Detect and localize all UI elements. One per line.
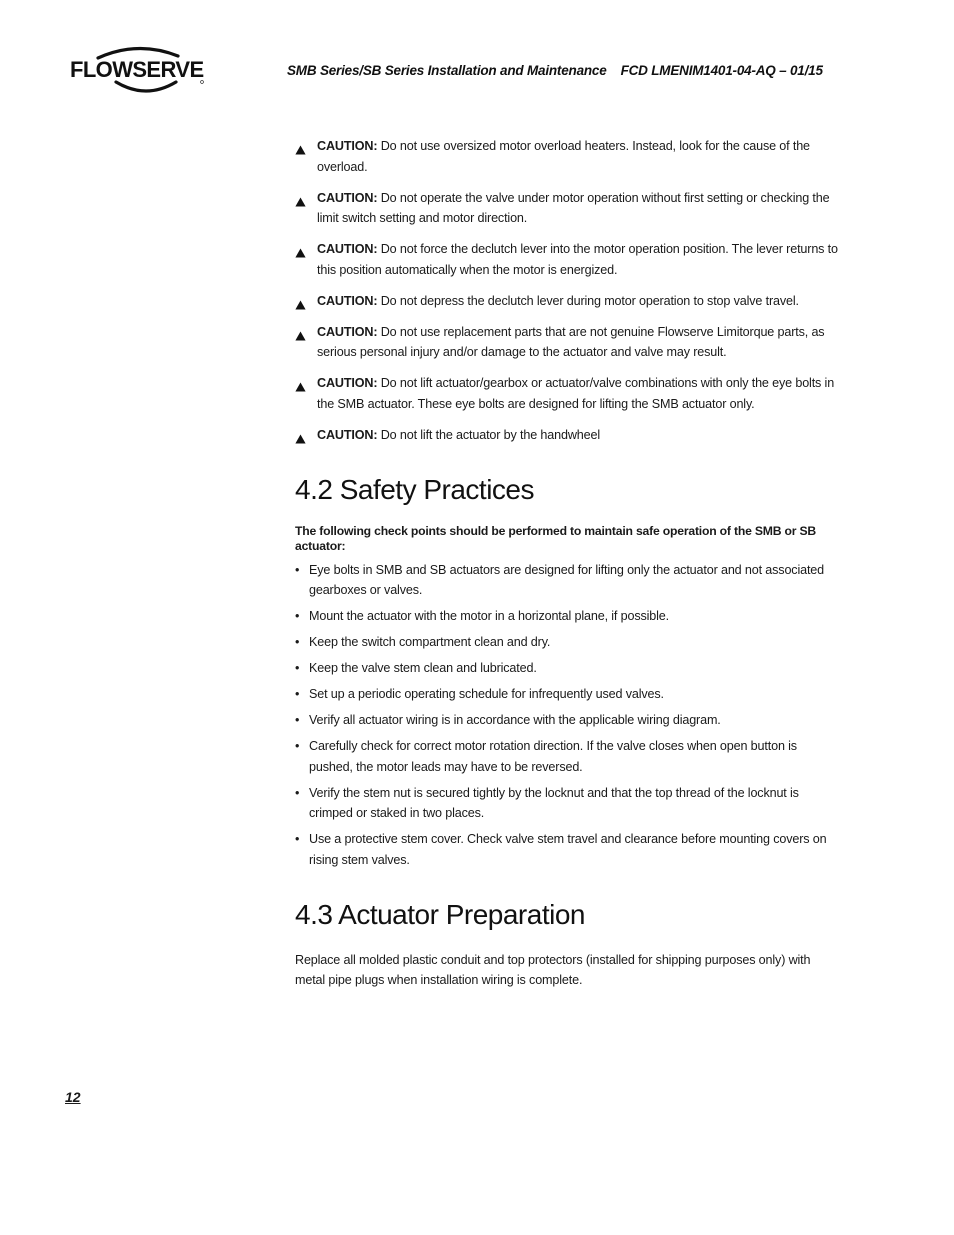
- bullet-marker: •: [295, 609, 300, 623]
- logo-text: FLOWSERVE: [70, 57, 204, 82]
- bullet-marker: •: [295, 562, 300, 577]
- bullet-marker: •: [295, 713, 300, 727]
- list-item: [295, 710, 840, 731]
- warning-triangle-icon: [295, 327, 306, 348]
- warning-triangle-icon: [295, 193, 306, 214]
- bullet-marker: •: [295, 687, 300, 701]
- list-item-text: Eye bolts in SMB and SB actuators are designed for lifting only the actuator and not associated gearboxes or valves.: [309, 562, 825, 597]
- warning-triangle-icon: [295, 141, 306, 162]
- caution-label: CAUTION:: [317, 190, 378, 205]
- list-item-text: Set up a periodic operating schedule for infrequently used valves.: [309, 687, 664, 701]
- header-title: SMB Series/SB Series Installation and Maintenance: [287, 63, 607, 78]
- caution-label: CAUTION:: [317, 376, 378, 390]
- warning-triangle-icon: [295, 430, 306, 451]
- caution-item: [295, 373, 840, 414]
- caution-text: Do not use replacement parts that are not genuine Flowserve Limitorque parts, as serious personal injury and/or damage to the actuator and valve may result.: [317, 324, 825, 359]
- flowserve-logo: [68, 42, 208, 98]
- caution-text: Do not operate the valve under motor operation without first setting or checking the limit switch setting and motor direction.: [317, 190, 830, 225]
- bullet-marker: •: [295, 785, 300, 800]
- caution-text: Do not force the declutch lever into the motor operation position. The lever returns to this position automatically when the motor is energized.: [317, 242, 838, 277]
- header-doc-id: FCD LMENIM1401-04-AQ – 01/15: [620, 63, 823, 78]
- running-header: [287, 63, 823, 78]
- page-number: 12: [65, 1089, 81, 1105]
- warning-triangle-icon: [295, 244, 306, 265]
- bullet-marker: •: [295, 739, 300, 753]
- warning-triangle-icon: [295, 296, 306, 317]
- safety-list: [295, 560, 840, 871]
- list-item-text: Use a protective stem cover. Check valve stem travel and clearance before mounting covers on rising stem valves.: [309, 832, 827, 867]
- caution-label: CAUTION:: [317, 242, 378, 256]
- caution-text: Do not depress the declutch lever during motor operation to stop valve travel.: [377, 293, 799, 308]
- safety-intro: The following check points should be performed to maintain safe operation of the SMB or SB actuator:: [295, 523, 816, 553]
- list-item: [295, 736, 840, 777]
- caution-text: Do not lift actuator/gearbox or actuator/valve combinations with only the eye bolts in the SMB actuator. These eye bolts are designed for lifting the SMB actuator only.: [317, 376, 835, 411]
- bullet-marker: •: [295, 635, 300, 649]
- caution-item: [295, 239, 840, 280]
- list-item: [295, 783, 840, 824]
- list-item: [295, 606, 840, 627]
- list-item-text: Carefully check for correct motor rotation direction. If the valve closes when open button is pushed, the motor leads may have to be reversed.: [309, 739, 797, 774]
- caution-item: [295, 136, 840, 177]
- bullet-marker: •: [295, 832, 300, 846]
- list-item-text: Mount the actuator with the motor in a horizontal plane, if possible.: [309, 609, 669, 623]
- warning-triangle-icon: [295, 378, 306, 399]
- caution-text: Do not use oversized motor overload heaters. Instead, look for the cause of the overload.: [317, 139, 810, 174]
- caution-label: CAUTION:: [317, 139, 378, 153]
- list-item-text: Verify all actuator wiring is in accordance with the applicable wiring diagram.: [309, 713, 721, 727]
- list-item-text: Keep the valve stem clean and lubricated.: [309, 661, 537, 675]
- caution-item: [295, 322, 840, 363]
- caution-list: [295, 136, 840, 445]
- preparation-text: Replace all molded plastic conduit and top protectors (installed for shipping purposes only) with metal pipe plugs when installation wiring is complete.: [295, 952, 811, 987]
- list-item: [295, 684, 840, 705]
- caution-text: Do not lift the actuator by the handwheel: [377, 427, 601, 442]
- caution-item: [295, 188, 840, 229]
- bullet-marker: •: [295, 661, 300, 675]
- safety-heading: 4.2 Safety Practices: [295, 473, 535, 505]
- list-item-text: Verify the stem nut is secured tightly by the locknut and that the top thread of the locknut is crimped or staked in two places.: [309, 785, 799, 820]
- main-content: [295, 136, 840, 991]
- caution-label: CAUTION:: [317, 293, 378, 308]
- list-item: [295, 632, 840, 653]
- caution-label: CAUTION:: [317, 427, 378, 442]
- caution-item: [295, 425, 840, 446]
- caution-label: CAUTION:: [317, 324, 378, 339]
- list-item: [295, 560, 840, 601]
- list-item-text: Keep the switch compartment clean and dry.: [309, 635, 551, 649]
- list-item: [295, 829, 840, 870]
- preparation-heading: 4.3 Actuator Preparation: [295, 898, 585, 930]
- caution-item: [295, 291, 840, 312]
- list-item: [295, 658, 840, 679]
